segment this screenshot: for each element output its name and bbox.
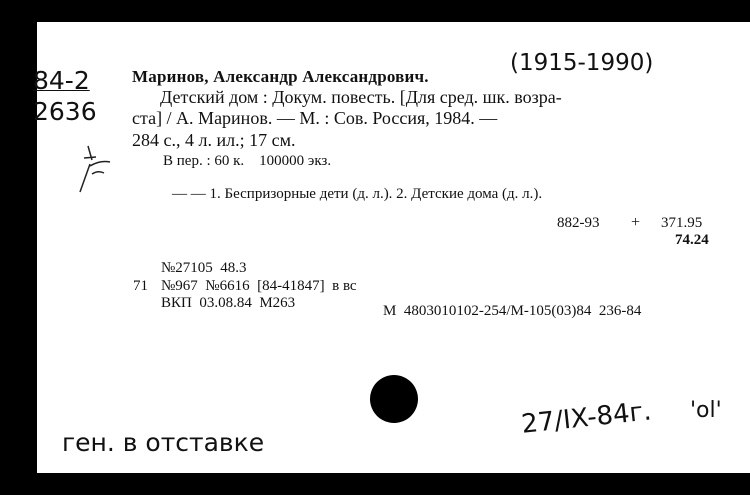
title-line-1: Детский дом : Докум. повесть. [Для сред. шк. возра- xyxy=(160,87,562,107)
subject-headings: — — 1. Беспризорные дети (д. л.). 2. Детские дома (д. л.). xyxy=(172,186,543,202)
classification-code-left: 882-93 xyxy=(557,215,600,231)
signature-mark xyxy=(70,140,130,200)
record-line-1: №27105 48.3 xyxy=(161,260,247,276)
handwritten-date: 27/IX-84г. xyxy=(520,396,653,440)
handwritten-note: ген. в отставке xyxy=(62,428,265,457)
handwritten-corner-mark: 'ol' xyxy=(690,398,722,423)
record-line-2: №967 №6616 [84-41847] в вс xyxy=(161,278,357,294)
price-line: В пер. : 60 к. 100000 экз. xyxy=(163,153,332,169)
classification-code-right-2: 74.24 xyxy=(675,232,709,248)
isbn-line: М 4803010102-254/М-105(03)84 236-84 xyxy=(383,303,642,319)
call-number-bottom: 2636 xyxy=(33,97,97,126)
title-line-2: ста] / А. Маринов. — М. : Сов. Россия, 1984. — xyxy=(132,108,498,128)
classification-code-right: 371.95 xyxy=(661,215,703,231)
author-heading: Маринов, Александр Александрович. xyxy=(132,67,429,86)
punch-hole xyxy=(370,375,418,423)
title-line-3: 284 с., 4 л. ил.; 17 см. xyxy=(132,130,296,150)
classification-plus: + xyxy=(631,214,641,231)
record-prefix: 71 xyxy=(133,278,148,294)
call-number-top: 84-2 xyxy=(33,66,90,95)
record-line-3: ВКП 03.08.84 М263 xyxy=(161,295,296,311)
author-years: (1915-1990) xyxy=(510,50,654,76)
